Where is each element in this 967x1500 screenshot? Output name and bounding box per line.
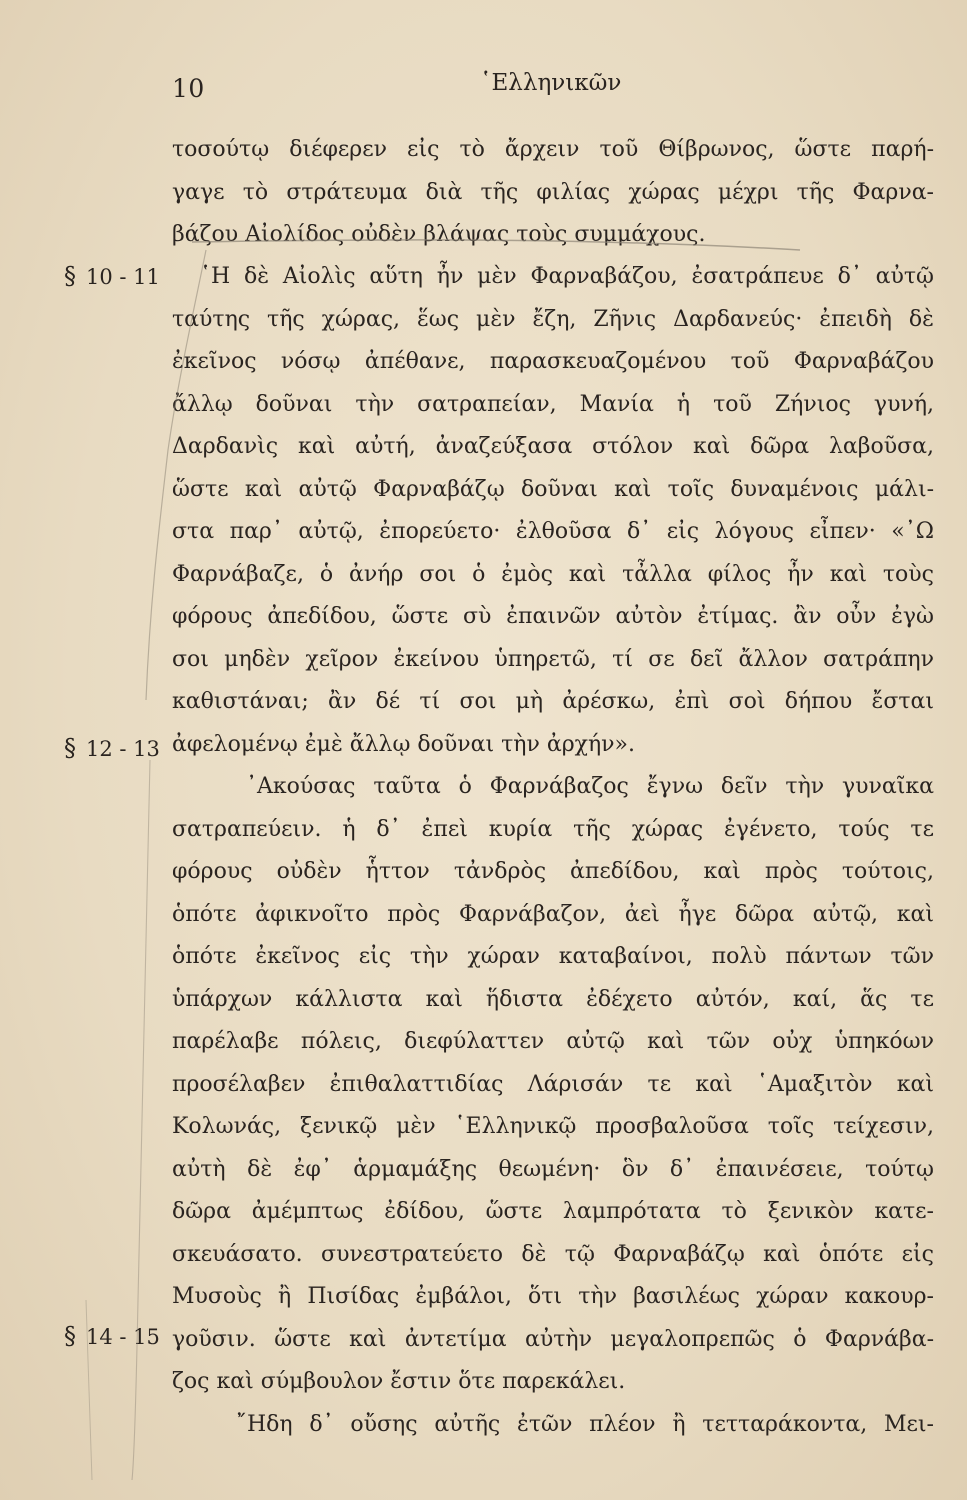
- text-line: Δαρδανὶς καὶ αὐτή, ἀναζεύξασα στόλον καὶ δῶρα λαβοῦσα,: [172, 434, 934, 459]
- text-line: ὁπότε ἀφικνοῖτο πρὸς Φαρνάβαζον, ἀεὶ ἦγε δῶρα αὐτῷ, καὶ: [172, 902, 934, 927]
- text-line: σατραπεύειν. ἡ δ᾽ ἐπεὶ κυρία τῆς χώρας ἐγένετο, τούς τε: [172, 817, 934, 842]
- text-line: αὐτὴ δὲ ἐφ᾽ ἁρμαμάξης θεωμένη· ὃν δ᾽ ἐπαινέσειε, τούτῳ: [172, 1157, 934, 1182]
- text-line: Κολωνάς, ξενικῷ μὲν ῾Ελληνικῷ προσβαλοῦσα τοῖς τείχεσιν,: [172, 1114, 934, 1139]
- text-line: καθιστάναι; ἂν δέ τί σοι μὴ ἀρέσκω, ἐπὶ σοὶ δήπου ἔσται: [172, 689, 934, 714]
- section-ref: 10 - 11: [86, 265, 160, 289]
- text-line: Φαρνάβαζε, ὁ ἀνήρ σοι ὁ ἐμὸς καὶ τἆλλα φίλος ἦν καὶ τοὺς: [172, 562, 934, 587]
- text-line: ταύτης τῆς χώρας, ἕως μὲν ἔζη, Ζῆνις Δαρδανεύς· ἐπειδὴ δὲ: [172, 307, 934, 332]
- text-line: ἐκεῖνος νόσῳ ἀπέθανε, παρασκευαζομένου τοῦ Φαρναβάζου: [172, 349, 934, 374]
- text-line: ὑπάρχων κάλλιστα καὶ ἥδιστα ἐδέχετο αὐτόν, καί, ἅς τε: [172, 987, 934, 1012]
- text-line: ἄλλῳ δοῦναι τὴν σατραπείαν, Μανία ἡ τοῦ Ζήνιος γυνή,: [172, 392, 934, 417]
- running-title: ῾Ελληνικῶν: [480, 70, 622, 96]
- text-line: ὥστε καὶ αὐτῷ Φαρναβάζῳ δοῦναι καὶ τοῖς δυναμένοις μάλι-: [172, 477, 934, 502]
- margin-note-12-13: [64, 734, 160, 762]
- text-line: ὁπότε ἐκεῖνος εἰς τὴν χώραν καταβαίνοι, πολὺ πάντων τῶν: [172, 944, 934, 969]
- text-line: ῎Ηδη δ᾽ οὔσης αὐτῆς ἐτῶν πλέον ἢ τετταράκοντα, Μει-: [236, 1412, 934, 1437]
- text-line: ᾿Ακούσας ταῦτα ὁ Φαρνάβαζος ἔγνω δεῖν τὴν γυναῖκα: [246, 774, 934, 799]
- text-line: σκευάσατο. συνεστρατεύετο δὲ τῷ Φαρναβάζῳ καὶ ὁπότε εἰς: [172, 1242, 934, 1267]
- text-line: δῶρα ἀμέμπτως ἐδίδου, ὥστε λαμπρότατα τὸ ξενικὸν κατε-: [172, 1199, 934, 1224]
- margin-note-14-15: [64, 1322, 160, 1350]
- text-line: γοῦσιν. ὥστε καὶ ἀντετίμα αὐτὴν μεγαλοπρεπῶς ὁ Φαρνάβα-: [172, 1327, 934, 1352]
- margin-note-10-11: [64, 262, 160, 290]
- text-line: παρέλαβε πόλεις, διεφύλαττεν αὐτῷ καὶ τῶν οὐχ ὑπηκόων: [172, 1029, 934, 1054]
- pencil-bracket-12-13: [132, 760, 150, 1480]
- text-line: φόρους οὐδὲν ἧττον τἀνδρὸς ἀπεδίδου, καὶ πρὸς τούτοις,: [172, 859, 934, 884]
- section-sign: §: [64, 1322, 76, 1350]
- text-line: Μυσοὺς ἢ Πισίδας ἐμβάλοι, ὅτι τὴν βασιλέως χώραν κακουρ-: [172, 1284, 934, 1309]
- text-line: σοι μηδὲν χεῖρον ἐκείνου ὑπηρετῶ, τί σε δεῖ ἄλλον σατράπην: [172, 647, 934, 672]
- section-ref: 14 - 15: [86, 1325, 160, 1349]
- text-line: ἀφελομένῳ ἐμὲ ἄλλῳ δοῦναι τὴν ἀρχήν».: [172, 732, 635, 757]
- section-sign: §: [64, 262, 76, 290]
- text-line: στα παρ᾽ αὐτῷ, ἐπορεύετο· ἐλθοῦσα δ᾽ εἰς λόγους εἶπεν· «᾿Ω: [172, 519, 934, 544]
- text-line: προσέλαβεν ἐπιθαλαττιδίας Λάρισάν τε καὶ ῾Αμαξιτὸν καὶ: [172, 1072, 934, 1097]
- text-line: γαγε τὸ στράτευμα διὰ τῆς φιλίας χώρας μέχρι τῆς Φαρνα-: [172, 180, 934, 205]
- section-ref: 12 - 13: [86, 737, 160, 761]
- text-line: ῾Η δὲ Αἰολὶς αὕτη ἦν μὲν Φαρναβάζου, ἐσατράπευε δ᾽ αὐτῷ: [200, 264, 934, 289]
- text-line: ζος καὶ σύμβουλον ἔστιν ὅτε παρεκάλει.: [172, 1369, 626, 1394]
- text-line: τοσούτῳ διέφερεν εἰς τὸ ἄρχειν τοῦ Θίβρωνος, ὥστε παρή-: [172, 137, 934, 162]
- section-sign: §: [64, 734, 76, 762]
- page-number: 10: [172, 74, 205, 103]
- text-line: φόρους ἀπεδίδου, ὥστε σὺ ἐπαινῶν αὐτὸν ἐτίμας. ἂν οὖν ἐγὼ: [172, 604, 934, 629]
- text-line: βάζου Αἰολίδος οὐδὲν βλάψας τοὺς συμμάχους.: [172, 222, 706, 247]
